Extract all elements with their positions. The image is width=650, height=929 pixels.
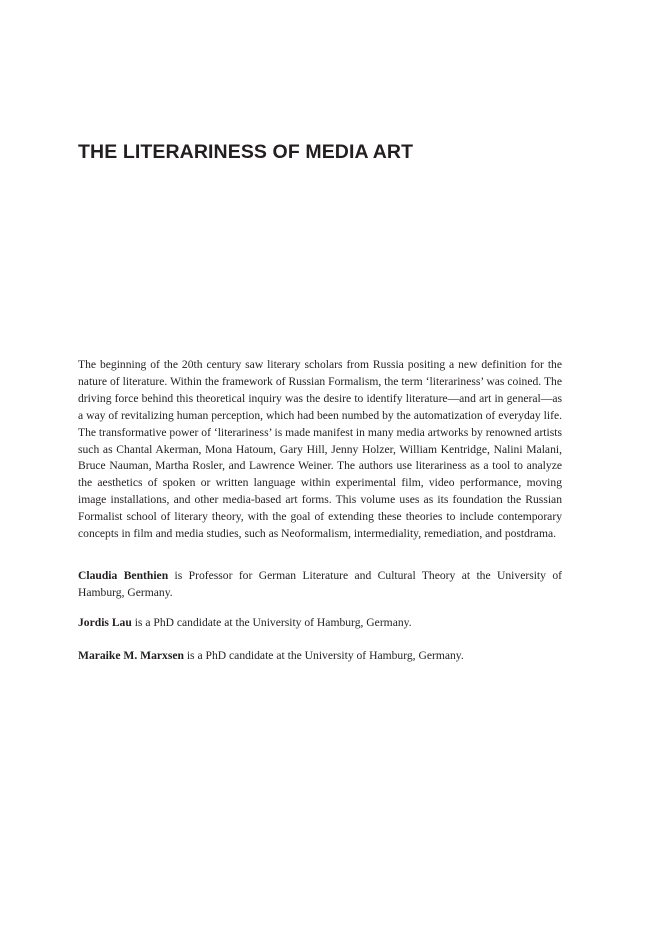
author-name: Maraike M. Marxsen — [78, 649, 184, 662]
author-bio-benthien — [78, 568, 562, 602]
book-title: THE LITERARINESS OF MEDIA ART — [78, 141, 414, 163]
author-bio-lau — [78, 615, 562, 632]
author-name: Jordis Lau — [78, 616, 132, 629]
author-bio-text: is a PhD candidate at the University of Hamburg, Germany. — [131, 616, 412, 629]
author-name: Claudia Benthien — [78, 569, 169, 582]
author-bio-text: is Professor for German Literature and Cultural Theory at the University of Hamburg, Germany. — [78, 569, 562, 599]
book-description: The beginning of the 20th century saw literary scholars from Russia positing a new definition for the nature of literature. Within the framework of Russian Formalism, the term ‘literariness’ was coined. The driving force behind this theoretical inquiry was the desire to identify literature—and art in general—as a way of revitalizing human perception, which had been numbed by the automatization of everyday life. The transformative power of ‘literariness’ is made manifest in many media artworks by renowned artists such as Chantal Akerman, Mona Hatoum, Gary Hill, Jenny Holzer, William Kentridge, Nalini Malani, Bruce Nauman, Martha Rosler, and Lawrence Weiner. The authors use literariness as a tool to analyze the aesthetics of spoken or written language within experimental film, video performance, moving image installations, and other media-based art forms. This volume uses as its foundation the Russian Formalist school of literary theory, with the goal of extending these theories to include contemporary concepts in film and media studies, such as Neoformalism, intermediality, remediation, and postdrama. — [78, 358, 562, 541]
author-bio-text: is a PhD candidate at the University of Hamburg, Germany. — [183, 649, 464, 662]
author-bio-marxsen — [78, 648, 562, 665]
